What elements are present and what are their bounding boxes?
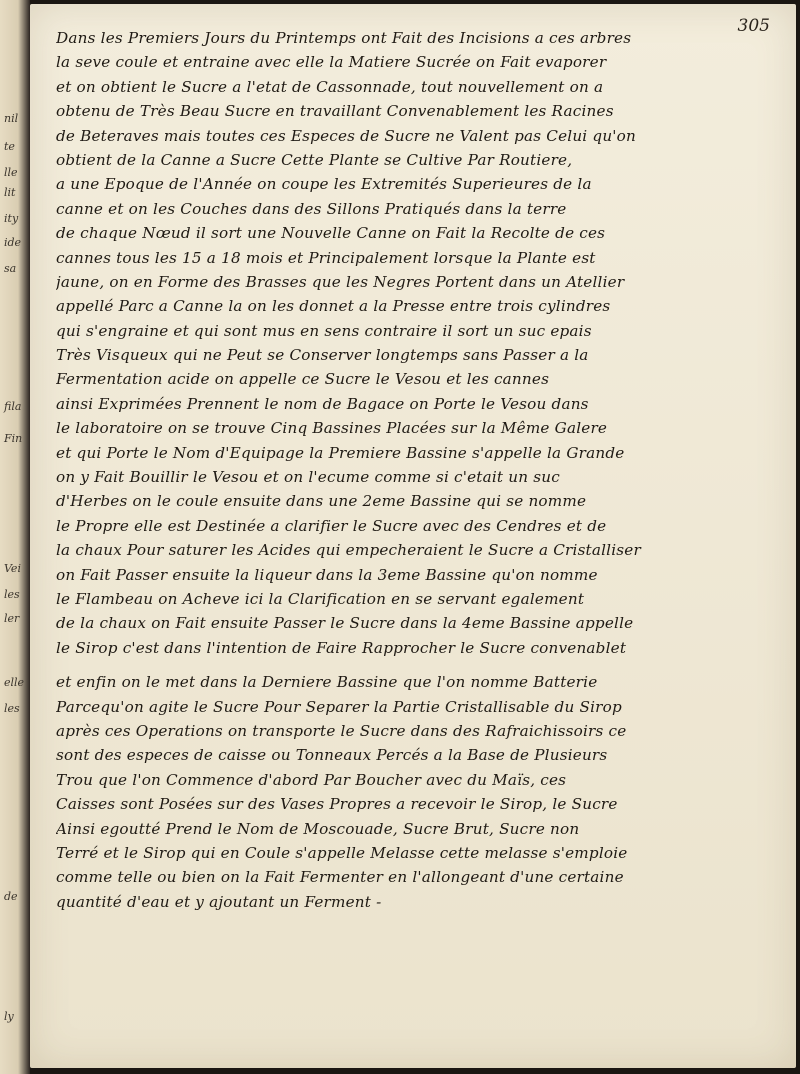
text-line: Trou que l'on Commence d'abord Par Boucher avec du Maïs, ces [56,770,567,789]
text-line: de chaque Nœud il sort une Nouvelle Canne on Fait la Recolte de ces [56,224,606,243]
margin-fragment: sa [4,262,17,275]
text-line: Ainsi egoutté Prend le Nom de Moscouade, Sucre Brut, Sucre non [56,819,580,838]
text-line: après ces Operations on transporte le Sucre dans des Rafraichissoirs ce [56,721,627,740]
margin-fragment: ler [4,612,20,625]
margin-fragment: fila [4,400,22,413]
text-line: Caisses sont Posées sur des Vases Propres a recevoir le Sirop, le Sucre [56,795,618,814]
text-line: et enfin on le met dans la Derniere Bassine que l'on nomme Batterie [56,673,598,692]
text-line: qui s'engraine et qui sont mus en sens contraire il sort un suc epais [56,321,592,340]
text-line: Dans les Premiers Jours du Printemps ont Fait des Incisions a ces arbres [56,29,632,47]
margin-fragment: Vei [4,562,21,575]
margin-fragment: lit [4,186,16,199]
text-line: Fermentation acide on appelle ce Sucre le Vesou et les cannes [56,370,550,389]
text-line: de Beteraves mais toutes ces Especes de Sucre ne Valent pas Celui qu'on [56,126,636,145]
text-line: la seve coule et entraine avec elle la Matiere Sucrée on Fait evaporer [56,53,607,72]
text-line: le Sirop c'est dans l'intention de Faire Rapprocher le Sucre convenablet [56,638,627,657]
margin-fragment: ity [4,212,19,225]
text-line: de la chaux on Fait ensuite Passer le Sucre dans la 4eme Bassine appelle [56,614,634,633]
margin-fragment: de [4,890,18,903]
text-line: jaune, on en Forme des Brasses que les Negres Portent dans un Atellier [56,272,625,291]
text-line: comme telle ou bien on la Fait Fermenter en l'allongeant d'une certaine [56,868,624,887]
text-line: le Propre elle est Destinée a clarifier le Sucre avec des Cendres et de [56,516,607,535]
margin-fragment: ide [4,236,22,249]
text-line: on y Fait Bouillir le Vesou et on l'ecume comme si c'etait un suc [56,468,560,487]
margin-fragment: te [4,140,15,153]
text-line: sont des especes de caisse ou Tonneaux Percés a la Base de Plusieurs [56,746,608,765]
text-line: Terré et le Sirop qui en Coule s'appelle Melasse cette melasse s'emploie [56,843,628,862]
margin-fragment: elle [4,676,25,689]
margin-fragment: les [4,588,20,601]
text-line: canne et on les Couches dans des Sillons Pratiqués dans la terre [56,199,567,218]
text-line: obtenu de Très Beau Sucre en travaillant Convenablement les Racines [56,102,614,121]
page-number: 305 [737,16,770,36]
text-line: d'Herbes on le coule ensuite dans une 2eme Bassine qui se nomme [56,492,587,511]
text-line: le Flambeau on Acheve ici la Clarification en se servant egalement [56,589,585,608]
margin-fragment: les [4,702,20,715]
text-line: obtient de la Canne a Sucre Cette Plante se Cultive Par Routiere, [56,150,573,169]
text-line: Très Visqueux qui ne Peut se Conserver longtemps sans Passer a la [56,346,589,365]
margin-fragment: ly [4,1010,14,1023]
text-line: et on obtient le Sucre a l'etat de Cassonnade, tout nouvellement on a [56,77,604,96]
text-line: ainsi Exprimées Prennent le nom de Bagace on Porte le Vesou dans [56,394,589,413]
margin-fragment: nil [4,112,19,125]
manuscript-text [56,26,791,914]
text-line: quantité d'eau et y ajoutant un Ferment - [56,892,382,911]
text-line: cannes tous les 15 a 18 mois et Principalement lorsque la Plante est [56,248,596,267]
text-line: appellé Parc a Canne la on les donnet a la Presse entre trois cylindres [56,297,611,316]
text-line: Parcequ'on agite le Sucre Pour Separer la Partie Cristallisable du Sirop [56,697,622,716]
text-line: la chaux Pour saturer les Acides qui empecheraient le Sucre a Cristalliser [56,541,641,560]
text-line: a une Epoque de l'Année on coupe les Extremités Superieures de la [56,175,592,194]
margin-fragment: lle [4,166,18,179]
text-line: et qui Porte le Nom d'Equipage la Premiere Bassine s'appelle la Grande [56,443,625,462]
text-line: le laboratoire on se trouve Cinq Bassines Placées sur la Même Galere [56,419,608,438]
text-line: on Fait Passer ensuite la liqueur dans la 3eme Bassine qu'on nomme [56,565,598,584]
adjacent-page-margin [0,0,30,1074]
margin-fragment: Fin [4,432,23,445]
manuscript-page [30,4,796,1068]
